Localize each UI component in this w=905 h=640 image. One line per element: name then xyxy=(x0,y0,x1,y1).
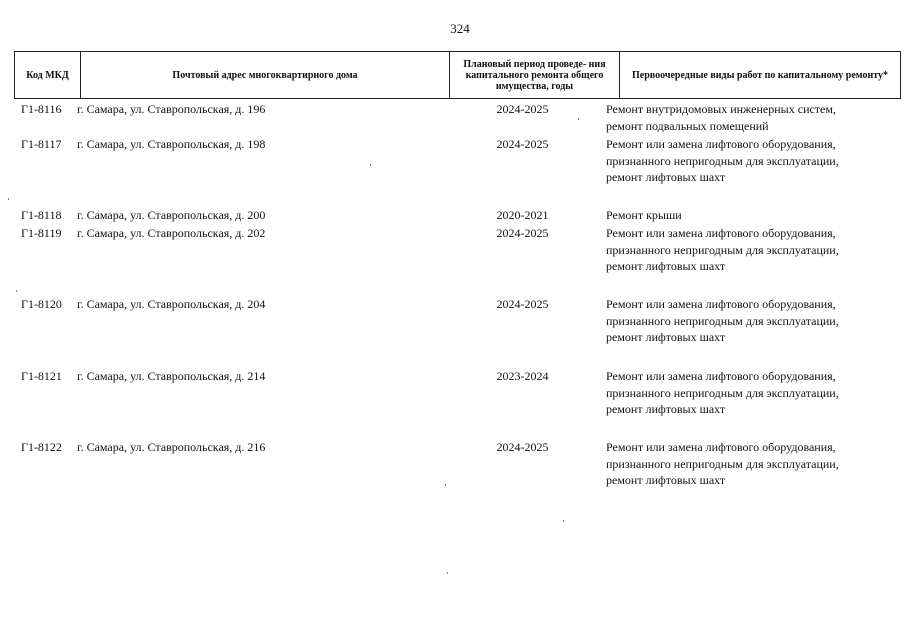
scan-speck xyxy=(447,572,448,574)
works-line: Ремонт или замена лифтового оборудования, xyxy=(606,137,836,151)
row-works xyxy=(606,368,901,418)
row-address: г. Самара, ул. Ставропольская, д. 198 xyxy=(77,137,266,151)
row-period: 2024-2025 xyxy=(496,440,549,454)
row-code: Г1-8117 xyxy=(21,137,62,151)
works-line: ремонт лифтовых шахт xyxy=(606,473,726,487)
row-works xyxy=(606,207,901,224)
works-line: Ремонт или замена лифтового оборудования, xyxy=(606,369,836,383)
header-period: Плановый период проведе- ния капитального ремонта общего имущества, годы xyxy=(450,52,620,99)
row-code: Г1-8119 xyxy=(21,226,62,240)
works-line: признанного непригодным для эксплуатации, xyxy=(606,456,839,471)
scan-speck xyxy=(578,118,579,120)
row-address: г. Самара, ул. Ставропольская, д. 204 xyxy=(77,297,266,311)
scan-speck xyxy=(370,164,371,166)
row-works xyxy=(606,439,901,489)
row-period: 2024-2025 xyxy=(496,137,549,151)
scan-speck xyxy=(16,290,17,292)
header-code: Код МКД xyxy=(15,52,81,99)
scan-speck xyxy=(8,198,9,200)
works-line: ремонт лифтовых шахт xyxy=(606,402,726,416)
row-period: 2023-2024 xyxy=(496,369,549,383)
works-line: признанного непригодным для эксплуатации, xyxy=(606,242,839,257)
row-works xyxy=(606,225,901,275)
row-address: г. Самара, ул. Ставропольская, д. 214 xyxy=(77,369,266,383)
works-line: признанного непригодным для эксплуатации, xyxy=(606,313,839,328)
row-works xyxy=(606,296,901,346)
scan-speck xyxy=(445,484,446,486)
works-line: ремонт подвальных помещений xyxy=(606,118,769,133)
row-code: Г1-8116 xyxy=(21,102,62,116)
works-line: Ремонт крыши xyxy=(606,208,682,222)
row-code: Г1-8120 xyxy=(21,297,62,311)
row-period: 2020-2021 xyxy=(496,208,549,222)
works-line: признанного непригодным для эксплуатации, xyxy=(606,153,839,168)
header-works: Первоочередные виды работ по капитальному ремонту* xyxy=(620,52,901,99)
works-line: признанного непригодным для эксплуатации, xyxy=(606,385,839,400)
row-address: г. Самара, ул. Ставропольская, д. 200 xyxy=(77,208,266,222)
row-code: Г1-8121 xyxy=(21,369,62,383)
works-line: Ремонт внутридомовых инженерных систем, xyxy=(606,102,836,116)
row-period: 2024-2025 xyxy=(496,102,549,116)
row-works xyxy=(606,101,901,134)
row-address: г. Самара, ул. Ставропольская, д. 196 xyxy=(77,102,266,116)
row-address: г. Самара, ул. Ставропольская, д. 202 xyxy=(77,226,266,240)
works-line: Ремонт или замена лифтового оборудования, xyxy=(606,440,836,454)
works-line: Ремонт или замена лифтового оборудования, xyxy=(606,297,836,311)
row-period: 2024-2025 xyxy=(496,297,549,311)
works-line: ремонт лифтовых шахт xyxy=(606,170,726,184)
works-line: ремонт лифтовых шахт xyxy=(606,259,726,273)
row-period: 2024-2025 xyxy=(496,226,549,240)
row-code: Г1-8118 xyxy=(21,208,62,222)
row-works xyxy=(606,136,901,186)
page-number: 324 xyxy=(450,21,470,36)
header-address: Почтовый адрес многоквартирного дома xyxy=(81,52,450,99)
works-line: Ремонт или замена лифтового оборудования, xyxy=(606,226,836,240)
scan-speck xyxy=(563,520,564,522)
works-line: ремонт лифтовых шахт xyxy=(606,330,726,344)
row-code: Г1-8122 xyxy=(21,440,62,454)
row-address: г. Самара, ул. Ставропольская, д. 216 xyxy=(77,440,266,454)
